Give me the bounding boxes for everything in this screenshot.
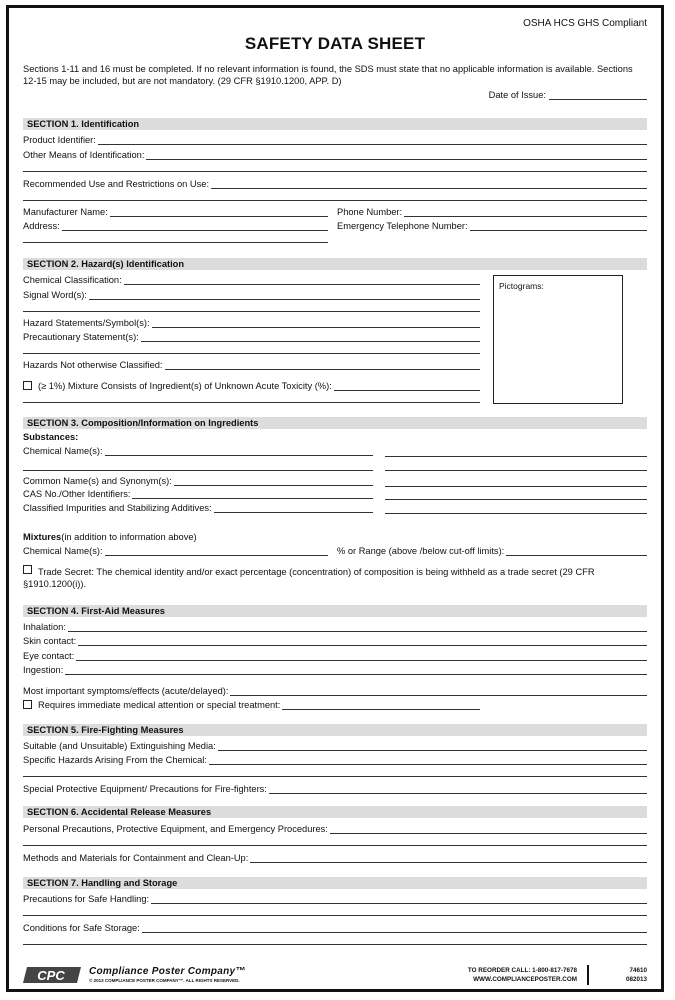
cas-number-field [23,487,373,499]
footer [23,963,647,987]
signal-words-label: Signal Word(s): [23,290,87,300]
trade-secret-field [23,565,647,590]
emergency-phone-line[interactable] [470,221,647,231]
trade-secret-checkbox[interactable] [23,565,32,574]
cas-number-label: CAS No./Other Identifiers: [23,489,131,499]
manufacturer-name-label: Manufacturer Name: [23,207,108,217]
signal-words-line[interactable] [89,290,480,300]
cpc-logo-icon [23,965,85,985]
precautionary-statements-label: Precautionary Statement(s): [23,332,139,342]
website-link[interactable]: WWW.COMPLIANCEPOSTER.COM [473,976,577,983]
hazards-not-classified-line[interactable] [165,360,480,370]
common-names-field [23,474,373,486]
blank-line[interactable] [23,845,647,846]
logo-text: CPC [37,968,65,983]
skin-contact-field [23,634,647,646]
mixture-chemical-names-label: Chemical Name(s): [23,546,103,556]
copyright-text: © 2013 COMPLIANCE POSTER COMPANY™. ALL RIGHTS RESERVED. [89,978,240,983]
medical-attention-line[interactable] [282,700,480,710]
mixture-unknown-label: (≥ 1%) Mixture Consists of Ingredient(s) of Unknown Acute Toxicity (%): [38,381,332,391]
blank-line[interactable] [23,311,480,312]
symptoms-label: Most important symptoms/effects (acute/delayed): [23,686,229,696]
reorder-info [468,966,577,984]
footer-divider [587,965,589,985]
eye-contact-field [23,649,647,661]
safe-handling-line[interactable] [151,894,647,904]
blank-line[interactable] [385,470,647,471]
ingestion-line[interactable] [65,665,647,675]
common-names-label: Common Name(s) and Synonym(s): [23,476,172,486]
section-3-header: SECTION 3. Composition/Information on Ingredients [23,417,647,429]
chemical-classification-label: Chemical Classification: [23,275,122,285]
product-code: 74610 [629,967,647,974]
safe-handling-label: Precautions for Safe Handling: [23,894,150,904]
product-identifier-label: Product Identifier: [23,135,96,145]
section-1-header: SECTION 1. Identification [23,118,647,130]
precautionary-statements-line[interactable] [141,332,480,342]
signal-words-field [23,288,480,300]
mixtures-label: Mixtures [23,532,62,542]
range-line[interactable] [506,546,647,556]
extinguishing-media-label: Suitable (and Unsuitable) Extinguishing Media: [23,741,216,751]
range-label: % or Range (above /below cut-off limits): [337,546,505,556]
personal-precautions-label: Personal Precautions, Protective Equipment, and Emergency Procedures: [23,824,328,834]
intro-instructions: Sections 1-11 and 16 must be completed. If no relevant information is found, the SDS must state that no applicable information is available. Sections 12-15 may be included, but are not mandatory. (29 CFR §1910.1200, APP. D) [23,64,633,86]
eye-contact-label: Eye contact: [23,651,75,661]
specific-hazards-field [23,753,647,765]
compliance-note: OSHA HCS GHS Compliant [523,18,647,29]
symptoms-field [23,684,647,696]
mixture-unknown-toxicity-field [23,379,480,391]
substances-label: Substances: [23,432,79,442]
protective-equipment-field [23,782,647,794]
phone-number-line[interactable] [404,207,647,217]
mixture-unknown-line[interactable] [334,381,480,391]
hazard-statements-label: Hazard Statements/Symbol(s): [23,318,150,328]
date-of-issue-line[interactable] [549,90,647,100]
specific-hazards-label: Specific Hazards Arising From the Chemical: [23,755,207,765]
section-4-header: SECTION 4. First-Aid Measures [23,605,647,617]
address-line[interactable] [62,221,328,231]
ingestion-field [23,663,647,675]
inhalation-field [23,620,647,632]
classified-impurities-label: Classified Impurities and Stabilizing Additives: [23,503,212,513]
section-2-header: SECTION 2. Hazard(s) Identification [23,258,647,270]
recommended-use-line[interactable] [211,179,647,189]
chemical-classification-field [23,273,480,285]
pictograms-box[interactable] [493,275,623,404]
extinguishing-media-line[interactable] [218,741,647,751]
safe-storage-label: Conditions for Safe Storage: [23,923,140,933]
recommended-use-field [23,177,647,189]
product-codes [626,966,647,984]
product-identifier-field [23,133,647,145]
medical-attention-checkbox[interactable] [23,700,32,709]
chemical-classification-line[interactable] [124,275,480,285]
hazard-statements-field [23,316,480,328]
skin-contact-line[interactable] [78,636,647,646]
blank-line[interactable] [23,776,647,777]
section-6-header: SECTION 6. Accidental Release Measures [23,806,647,818]
mixture-chemical-names-line[interactable] [105,546,328,556]
safe-storage-line[interactable] [142,923,647,933]
reorder-phone: TO REORDER CALL: 1-800-817-7678 [467,967,577,974]
containment-methods-line[interactable] [250,853,647,863]
containment-methods-label: Methods and Materials for Containment and Clean-Up: [23,853,249,863]
emergency-phone-label: Emergency Telephone Number: [337,221,468,231]
other-means-line[interactable] [146,150,647,160]
mixture-chemical-names-field [23,544,328,556]
hazards-not-classified-field [23,358,480,370]
mixture-unknown-checkbox[interactable] [23,381,32,390]
hazard-statements-line[interactable] [152,318,480,328]
mixtures-note: (in addition to information above) [61,532,197,542]
safe-handling-field [23,892,647,904]
specific-hazards-line[interactable] [209,755,647,765]
date-code: 082013 [625,976,647,983]
address-field [23,219,328,231]
pictograms-label: Pictograms: [499,281,544,291]
blank-line[interactable] [23,470,373,471]
chemical-names-label: Chemical Name(s): [23,446,103,456]
extinguishing-media-field [23,739,647,751]
date-of-issue-label: Date of Issue: [488,90,546,100]
phone-number-field [337,205,647,217]
safety-data-sheet-form [6,5,664,992]
ingestion-label: Ingestion: [23,665,64,675]
section-5-header: SECTION 5. Fire-Fighting Measures [23,724,647,736]
classified-impurities-field [23,501,373,513]
medical-attention-field [23,698,480,710]
classified-impurities-line[interactable] [214,503,373,513]
date-of-issue-field [489,90,647,100]
chemical-names-field [23,444,373,456]
inhalation-label: Inhalation: [23,622,66,632]
manufacturer-name-line[interactable] [110,207,328,217]
cas-number-line[interactable] [132,489,373,499]
medical-attention-label: Requires immediate medical attention or special treatment: [38,700,281,710]
blank-line[interactable] [385,486,647,487]
range-field [337,544,647,556]
blank-line[interactable] [23,944,647,945]
hazards-not-classified-label: Hazards Not otherwise Classified: [23,360,163,370]
precautionary-statements-field [23,330,480,342]
common-names-line[interactable] [174,476,373,486]
blank-line[interactable] [385,456,647,457]
personal-precautions-line[interactable] [330,824,647,834]
product-identifier-line[interactable] [98,135,647,145]
section-7-header: SECTION 7. Handling and Storage [23,877,647,889]
trade-secret-label: Trade Secret: The chemical identity and/or exact percentage (concentration) of composition is being withheld as a trade secret (29 CFR §1910.1200(i)). [23,567,595,589]
emergency-phone-field [337,219,647,231]
blank-line[interactable] [385,499,647,500]
blank-line[interactable] [23,915,647,916]
chemical-names-line[interactable] [105,446,373,456]
other-means-field [23,148,647,160]
protective-equipment-label: Special Protective Equipment/ Precautions for Fire-fighters: [23,784,267,794]
company-name: Compliance Poster Company™ [89,966,246,977]
blank-line[interactable] [23,242,328,243]
other-means-label: Other Means of Identification: [23,150,145,160]
address-label: Address: [23,221,60,231]
skin-contact-label: Skin contact: [23,636,77,646]
eye-contact-line[interactable] [76,651,647,661]
safe-storage-field [23,921,647,933]
blank-line[interactable] [385,513,647,514]
containment-methods-field [23,851,647,863]
protective-equipment-line[interactable] [269,784,647,794]
blank-line[interactable] [23,402,480,403]
manufacturer-name-field [23,205,328,217]
recommended-use-label: Recommended Use and Restrictions on Use: [23,179,210,189]
personal-precautions-field [23,822,647,834]
symptoms-line[interactable] [230,686,647,696]
inhalation-line[interactable] [68,622,647,632]
blank-line[interactable] [23,171,647,172]
blank-line[interactable] [23,353,480,354]
phone-number-label: Phone Number: [337,207,403,217]
blank-line[interactable] [23,200,647,201]
page-title: SAFETY DATA SHEET [244,34,426,53]
mixtures-heading [23,530,197,542]
